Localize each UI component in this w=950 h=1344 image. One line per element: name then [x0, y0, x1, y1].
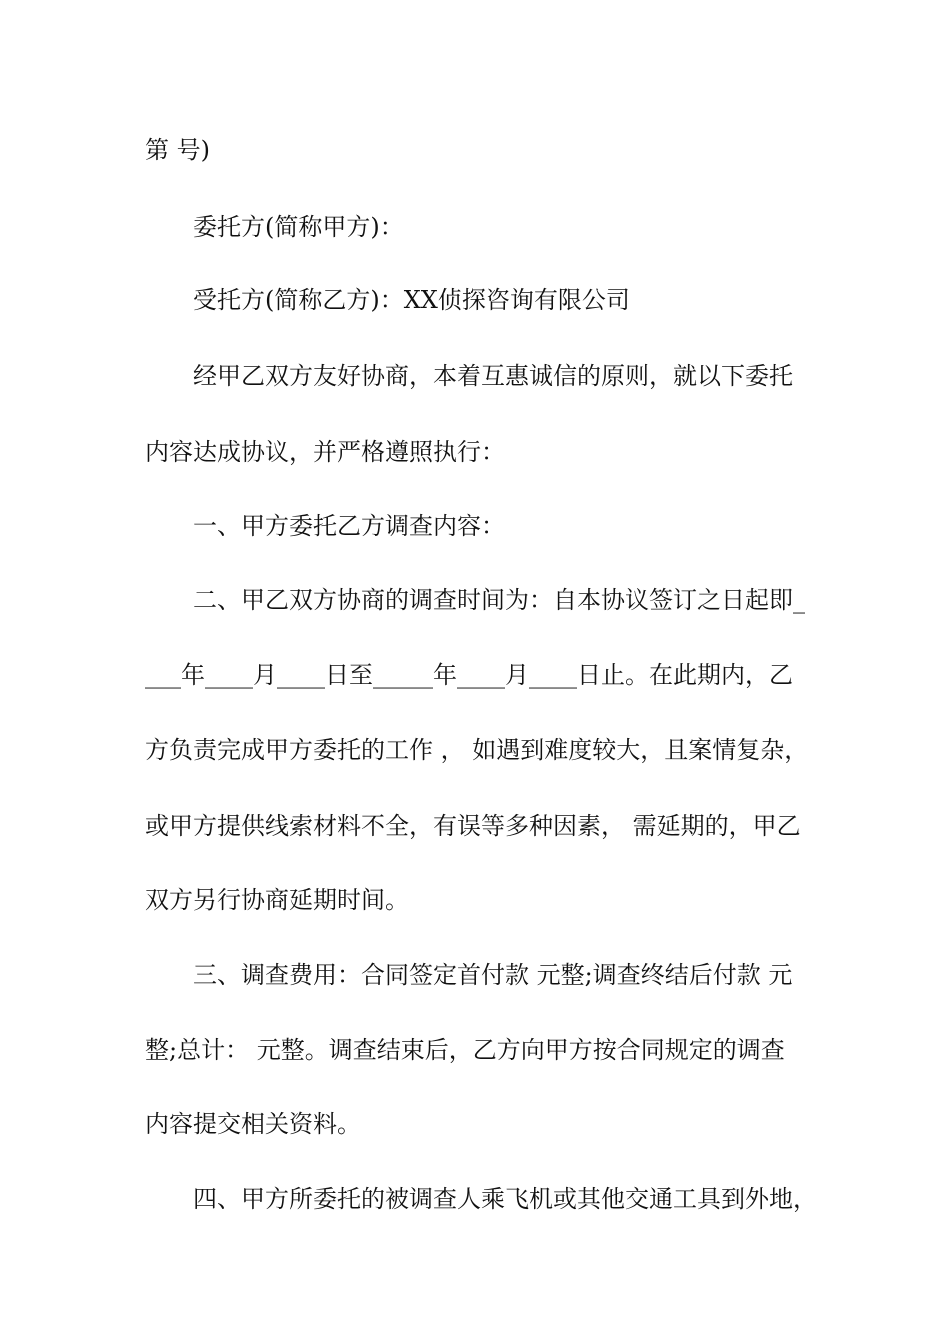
text-line-clause-4a: 四、甲方所委托的被调查人乘飞机或其他交通工具到外地， [193, 1185, 817, 1213]
text-line-clause-2d: 或甲方提供线索材料不全，有误等多种因素， 需延期的，甲乙 [145, 812, 801, 840]
text-line-preamble-1: 经甲乙双方友好协商，本着互惠诚信的原则，就以下委托 [193, 362, 793, 390]
text-line-clause-3a: 三、调查费用：合同签定首付款 元整;调查终结后付款 元 [193, 961, 793, 989]
text-line-clause-3c: 内容提交相关资料。 [145, 1110, 361, 1138]
text-line-number: 第 号) [145, 136, 210, 164]
text-line-clause-2b: ___年____月____日至_____年____月____日止。在此期内，乙 [145, 661, 793, 689]
text-line-clause-2a: 二、甲乙双方协商的调查时间为：自本协议签订之日起即_ [193, 586, 805, 614]
text-line-clause-2e: 双方另行协商延期时间。 [145, 886, 409, 914]
text-line-agent: 受托方(简称乙方)：XX侦探咨询有限公司 [193, 286, 630, 314]
text-line-preamble-2: 内容达成协议，并严格遵照执行： [145, 438, 505, 466]
text-line-client: 委托方(简称甲方)： [193, 213, 404, 241]
text-line-clause-2c: 方负责完成甲方委托的工作 ， 如遇到难度较大，且案情复杂， [145, 736, 809, 764]
text-line-clause-3b: 整;总计： 元整。调查结束后，乙方向甲方按合同规定的调查 [145, 1036, 785, 1064]
text-line-clause-1: 一、甲方委托乙方调查内容： [193, 512, 505, 540]
